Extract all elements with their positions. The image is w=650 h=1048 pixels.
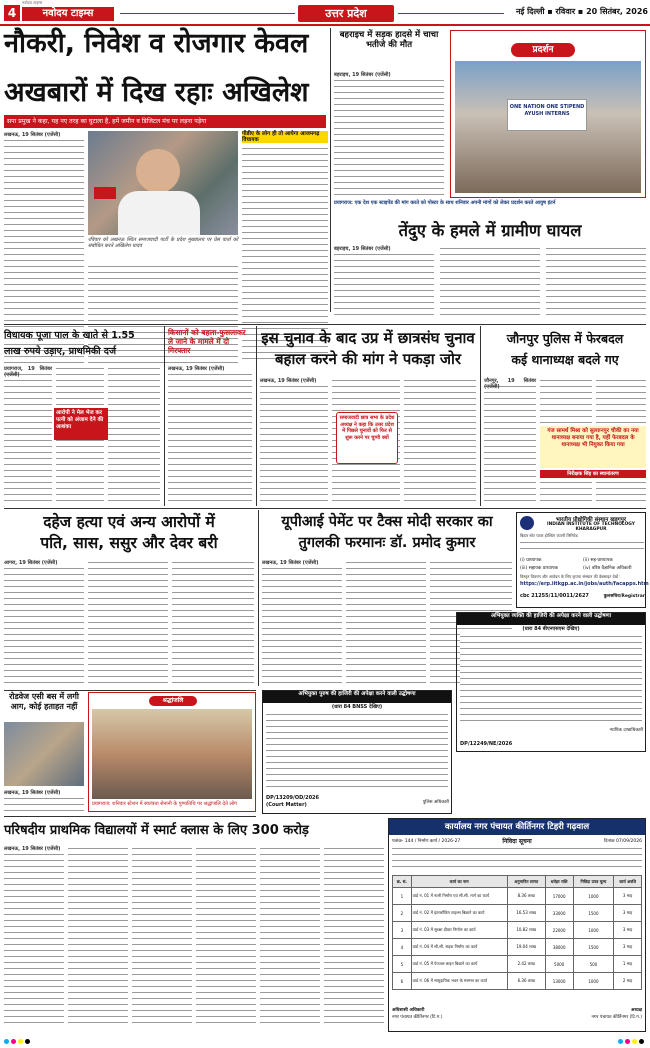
dowry-col2 (88, 560, 168, 686)
dowry-headline-line1: दहेज हत्या एवं अन्य आरोपों में (43, 513, 215, 531)
leopard-col3 (546, 246, 646, 320)
horizontal-rule (4, 324, 646, 325)
schools-col3 (132, 846, 192, 1026)
header-divider-right (398, 13, 504, 14)
registration-dots-left (4, 1029, 32, 1048)
court2-body (460, 634, 642, 724)
power-col3 (108, 366, 160, 506)
court-notice-1 (262, 690, 452, 814)
section-title: उत्तर प्रदेश (298, 5, 394, 22)
lead-photo (88, 131, 238, 235)
court1-sub: (धारा 84 BNSS देखिए) (331, 704, 383, 710)
tribute-photo (92, 709, 252, 799)
schools-dateline: लखनऊ, 19 सितंबर (एजेंसी) (4, 846, 64, 853)
leopard-headline: तेंदुए के हमले में ग्रामीण घायल (398, 221, 582, 240)
iit-footer-note: विस्तृत विवरण और आवेदन के लिए कृपया संस्थान की वेबसाइट देखें : (520, 574, 621, 579)
tender-cell: 6.36 लाख (507, 973, 545, 990)
tender-row (393, 922, 642, 939)
leopard-col1 (334, 246, 434, 320)
lead-headline-line2: अखबारों में दिख रहाः अखिलेश (4, 77, 309, 108)
tender-cell: 3 माह (614, 888, 642, 905)
court1-ref: DP/13209/OD/2026 (266, 795, 320, 801)
tender-cell: वार्ड नं. 02 में इंटरलॉकिंग टाइल्स बिछाने का कार्य (411, 905, 507, 922)
lead-dateline: लखनऊ, 19 सितंबर (एजेंसी) (4, 132, 84, 139)
tender-intro (392, 846, 642, 872)
leopard-dateline: बहराइच, 19 सितंबर (एजेंसी) (334, 246, 434, 253)
person-head-shape (136, 149, 180, 193)
dowry-headline (4, 512, 254, 556)
schools-col1 (4, 846, 64, 1026)
students-col3 (404, 378, 476, 506)
tender-cell: 2 (393, 905, 412, 922)
page-header (0, 0, 650, 26)
tender-row (393, 956, 642, 973)
tender-cell: 1500 (573, 939, 614, 956)
tender-cell: 17000 (545, 888, 573, 905)
schools-col2 (68, 846, 128, 1026)
flood-headline: बहराइच में सड़क हादसे में चाचा भतीजे की मौत (339, 30, 439, 50)
tender-col-header: अनुमानित लागत (507, 876, 545, 888)
horizontal-rule (4, 690, 256, 691)
court1-court: (Court Matter) (266, 802, 307, 808)
tender-cell: 22000 (545, 922, 573, 939)
tender-cell: वार्ड नं. 06 में सामुदायिक भवन के मरम्मत का कार्य (411, 973, 507, 990)
tender-ad (388, 818, 646, 1032)
tender-cell: वार्ड नं. 03 में सुरक्षा दीवार निर्माण का कार्य (411, 922, 507, 939)
dowry-dateline: आगरा, 19 सितंबर (एजेंसी) (4, 560, 84, 567)
masthead-tagline: नवोदय टाइम्स (22, 0, 43, 5)
tender-col-header: कार्य अवधि (614, 876, 642, 888)
lead-strap: सपा प्रमुख ने कहा, यह नए तरह का घुटाला है, हमें जमीन व डिजिटल मंच पर लड़ना पड़ेगा (4, 115, 326, 128)
students-headline-line2: बहाल करने की मांग ने पकड़ा जोर (274, 350, 462, 368)
jaunpur-headline-line2: कई थानाध्यक्ष बदले गए (511, 352, 619, 367)
upi-col2 (346, 560, 426, 686)
tender-cell: 2 माह (614, 973, 642, 990)
tender-cell: वार्ड नं. 04 में सी.सी. सड़क निर्माण का कार्य (411, 939, 507, 956)
jaunpur-headline (484, 328, 646, 374)
tender-patrank: पत्रांक- 144 / निर्माण कार्य / 2026-27 (392, 839, 461, 844)
tender-cell: 3 माह (614, 939, 642, 956)
iit-item4: (iv) वरिष्ठ वैज्ञानिक अधिकारी (583, 566, 632, 571)
masthead: नवोदय टाइम्स (22, 7, 114, 21)
tender-cell: 5 (393, 956, 412, 973)
tender-cell: 8.36 लाख (507, 888, 545, 905)
horizontal-rule (4, 816, 256, 817)
tender-row (393, 888, 642, 905)
tender-cell: 38000 (545, 939, 573, 956)
farmers-dateline: लखनऊ, 19 सितंबर (एजेंसी) (168, 366, 252, 373)
students-headline (260, 328, 476, 374)
column-rule (164, 326, 165, 506)
lead-photo-caption: रविवार को लखनऊ स्थित समाजवादी पार्टी के प्रदेश मुख्यालय पर प्रेस वार्ता को संबोधित करते अखिलेश यादव (88, 237, 238, 250)
rodways-photo (4, 722, 84, 786)
column-rule (258, 510, 259, 686)
tender-cell: 1 माह (614, 956, 642, 973)
tender-cell: 3 (393, 922, 412, 939)
power-callout: आरोपी ने मेल भेज कर पत्नी को अंजाम देने की आशंका (54, 408, 108, 440)
tender-cell: 3 माह (614, 905, 642, 922)
leopard-col2 (440, 246, 540, 320)
court2-sign: न्यायिक दण्डाधिकारी (609, 728, 643, 733)
upi-headline-line2: तुगलकी फरमानः डॉ. प्रमोद कुमार (298, 535, 476, 551)
tender-table (392, 875, 642, 990)
tender-cell: 1000 (573, 888, 614, 905)
registration-dots-right (618, 1029, 646, 1048)
schools-col4 (196, 846, 256, 1026)
header-date: नई दिल्ली ▪ रविवार ▪ 20 सितंबर, 2026 (515, 7, 648, 16)
students-dateline: लखनऊ, 19 सितंबर (एजेंसी) (260, 378, 328, 385)
tender-cell: 2.42 लाख (507, 956, 545, 973)
tender-row (393, 939, 642, 956)
tender-cell: 6 (393, 973, 412, 990)
iit-body (520, 540, 644, 554)
court1-body (266, 712, 448, 792)
tender-row (393, 973, 642, 990)
court-notice-2 (456, 612, 646, 752)
tender-cell: 3 माह (614, 922, 642, 939)
schools-col6 (324, 846, 384, 1026)
tribute-box (88, 692, 256, 812)
tender-cell: 16.53 लाख (507, 905, 545, 922)
tender-cell: 1500 (573, 905, 614, 922)
protest-caption: प्रयागराज: एक देश एक स्टाइपेंड की मांग करते को पोस्टर के साथ शनिवार अपनी मांगों को लेकर प्रदर्शन करते आयुष इंटर्न (334, 200, 556, 206)
tender-col-header: निविदा प्रपत्र मूल्य (573, 876, 614, 888)
court1-title: अभियुक्त पुरुष की हाजिरी की अपेक्षा करने वाली उद्घोषणा (263, 691, 451, 703)
power-headline (4, 328, 160, 362)
tender-cell: वार्ड नं. 01 में नाली निर्माण एवं सी.सी. मार्ग का कार्य (411, 888, 507, 905)
tender-col-header: धरोहर राशि (545, 876, 573, 888)
horizontal-rule (4, 508, 646, 509)
iit-item3: (iii) सहायक प्राध्यापक (520, 566, 558, 571)
tender-cell: 10.82 लाख (507, 922, 545, 939)
tender-cell: 19.04 लाख (507, 939, 545, 956)
tribute-label: श्रद्धांजलि (149, 696, 197, 706)
tender-cell: 500 (573, 956, 614, 973)
dowry-col1 (4, 560, 84, 686)
jaunpur-callout: गंज सामर्थ मिश्रा को सुल्तानपुर चौकी का नया थानाध्यक्ष बनाया गया है, यहीं फेरबदल के थानाध्यक्ष भी नियुक्त किया गया (540, 426, 646, 468)
iit-item2: (ii) सह-प्राध्यापक (583, 558, 613, 563)
tribute-caption: प्रयागराज: शनिवार स्टेशन में स्वतंत्रता सेनानी के पुण्यतिथि पर श्रद्धांजलि देते लोग (92, 801, 238, 807)
tender-cell: 13000 (545, 973, 573, 990)
upi-col1 (262, 560, 342, 686)
tender-table-header (393, 876, 642, 888)
tender-cell: 1 (393, 888, 412, 905)
tender-sign4: नगर पंचायत कीर्तिनगर (टि.ग.) (591, 1015, 642, 1020)
upi-headline-line1: यूपीआई पेमेंट पर टैक्स मोदी सरकार का (281, 514, 493, 530)
registration-marks (0, 1034, 650, 1043)
tender-date: दिनांक 07/09/2026 (603, 839, 642, 844)
power-headline-line2: लाख रुपये उड़ाए, प्राथमिकी दर्ज (4, 346, 117, 357)
schools-headline: परिषदीय प्राथमिक विद्यालयों में स्मार्ट क्लास के लिए 300 करोड़ (4, 823, 309, 838)
dowry-headline-line2: पति, सास, ससुर और देवर बरी (40, 534, 218, 552)
iit-url-link[interactable]: https://erp.iitkgp.ac.in/jobs/auth/facapps.htm (520, 581, 649, 587)
tender-cell: 5000 (545, 956, 573, 973)
protest-box (450, 30, 646, 198)
iit-registrar: कुलसचिव/Registrar (603, 594, 645, 599)
flood-body (334, 72, 444, 198)
tender-col-header: कार्य का नाम (411, 876, 507, 888)
column-rule (256, 326, 257, 506)
tender-table-body (393, 888, 642, 990)
flood-dateline: बहराइच, 19 सितंबर (एजेंसी) (334, 72, 444, 79)
tender-sign2: नगर पंचायत कीर्तिनगर (टि.ग.) (392, 1015, 443, 1020)
court2-ref: DP/12249/NE/2026 (460, 741, 513, 747)
rodways-dateline: लखनऊ, 19 सितंबर (एजेंसी) (4, 790, 84, 797)
upi-dateline: लखनऊ, 19 सितंबर (एजेंसी) (262, 560, 342, 567)
jaunpur-headline-line1: जौनपुर पुलिस में फेरबदल (506, 331, 624, 346)
jaunpur-sub: निरीक्षक सिंह का स्थानांतरण (540, 470, 646, 478)
page-number: 4 (4, 5, 20, 21)
lead-pullquote: पीडीए के लोग ही तो आयेगा आजमगढ़ विधायक (242, 131, 328, 143)
power-dateline: प्रयागराज, 19 सितंबर (एजेंसी) (4, 366, 52, 379)
tender-cell: वार्ड नं. 05 में पेयजल लाइन बिछाने का कार्य (411, 956, 507, 973)
students-callout: समाजवादी छात्र सभा के प्रदेश अध्यक्ष ने कहा कि उत्तर प्रदेश में पिछले चुनावों को फिर से शुरू करने पर चुप्पी क्यों (336, 412, 398, 464)
tender-col-header: क्र. सं. (393, 876, 412, 888)
court1-sign: पुलिस अधिकारी (422, 800, 449, 805)
person-body-shape (118, 191, 200, 235)
court2-title: अभियुक्त व्यक्ति की हाजिरी की अपेक्षा करने वाली उद्घोषणा (457, 613, 645, 625)
iit-item1: (i) प्राध्यापक (520, 558, 542, 563)
column-rule (330, 28, 331, 312)
farmers-body (168, 366, 252, 506)
tender-row (393, 905, 642, 922)
iit-hindi-name: भारतीय प्रौद्योगिकी संस्थान खड़गपुर (555, 517, 627, 523)
jaunpur-col1 (484, 378, 536, 506)
iit-code: cbc 21255/11/0011/2627 (520, 593, 589, 599)
upi-headline (262, 512, 512, 556)
students-col1 (260, 378, 328, 506)
column-rule (480, 326, 481, 506)
tender-sign3: अध्यक्ष (631, 1008, 642, 1013)
iit-ad (516, 512, 649, 608)
rodways-headline: रोडवेज एसी बस में लगी आग, कोई हताहत नहीं (9, 692, 79, 711)
tender-cell: 1000 (573, 973, 614, 990)
court2-sub: (धारा 84 बीएनएसएस देखिए) (522, 626, 580, 632)
power-headline-line1: विधायक पूजा पाल के खाते से 1.55 (4, 330, 135, 341)
farmers-headline: किसानों को बहला-फुसलाकर ले जाने के मामले में दो गिरफ्तार (168, 328, 246, 355)
protest-label: प्रदर्शन (511, 43, 575, 57)
jaunpur-dateline: जौनपुर, 19 सितंबर (एजेंसी) (484, 378, 536, 391)
iit-logo-icon (520, 516, 534, 530)
students-headline-line1: इस चुनाव के बाद उप्र में छात्रसंघ चुनाव (261, 329, 475, 347)
lead-headline-line1: नौकरी, निवेश व रोजगार केवल (4, 28, 309, 59)
dowry-col3 (172, 560, 254, 686)
tender-cell: 4 (393, 939, 412, 956)
header-divider-left (120, 13, 295, 14)
protest-photo (455, 61, 641, 193)
tender-cell: 1000 (573, 922, 614, 939)
schools-col5 (260, 846, 320, 1026)
tender-notice-label: निविदा सूचना (502, 838, 532, 845)
power-col1 (4, 366, 52, 506)
tender-sign1: अधिशासी अधिकारी (392, 1008, 425, 1013)
protest-banner: ONE NATION ONE STIPEND AYUSH INTERNS (507, 99, 587, 131)
tender-title: कार्यालय नगर पंचायत कीर्तिनगर टिहरी गढ़वाल (389, 819, 645, 835)
party-flag-shape (94, 187, 116, 199)
tender-cell: 33000 (545, 905, 573, 922)
iit-notice: बिहार स्टेट पावर होल्डिंग कंपनी लिमिटेड (520, 533, 578, 538)
iit-english-name: INDIAN INSTITUTE OF TECHNOLOGY KHARAGPUR (547, 522, 635, 532)
